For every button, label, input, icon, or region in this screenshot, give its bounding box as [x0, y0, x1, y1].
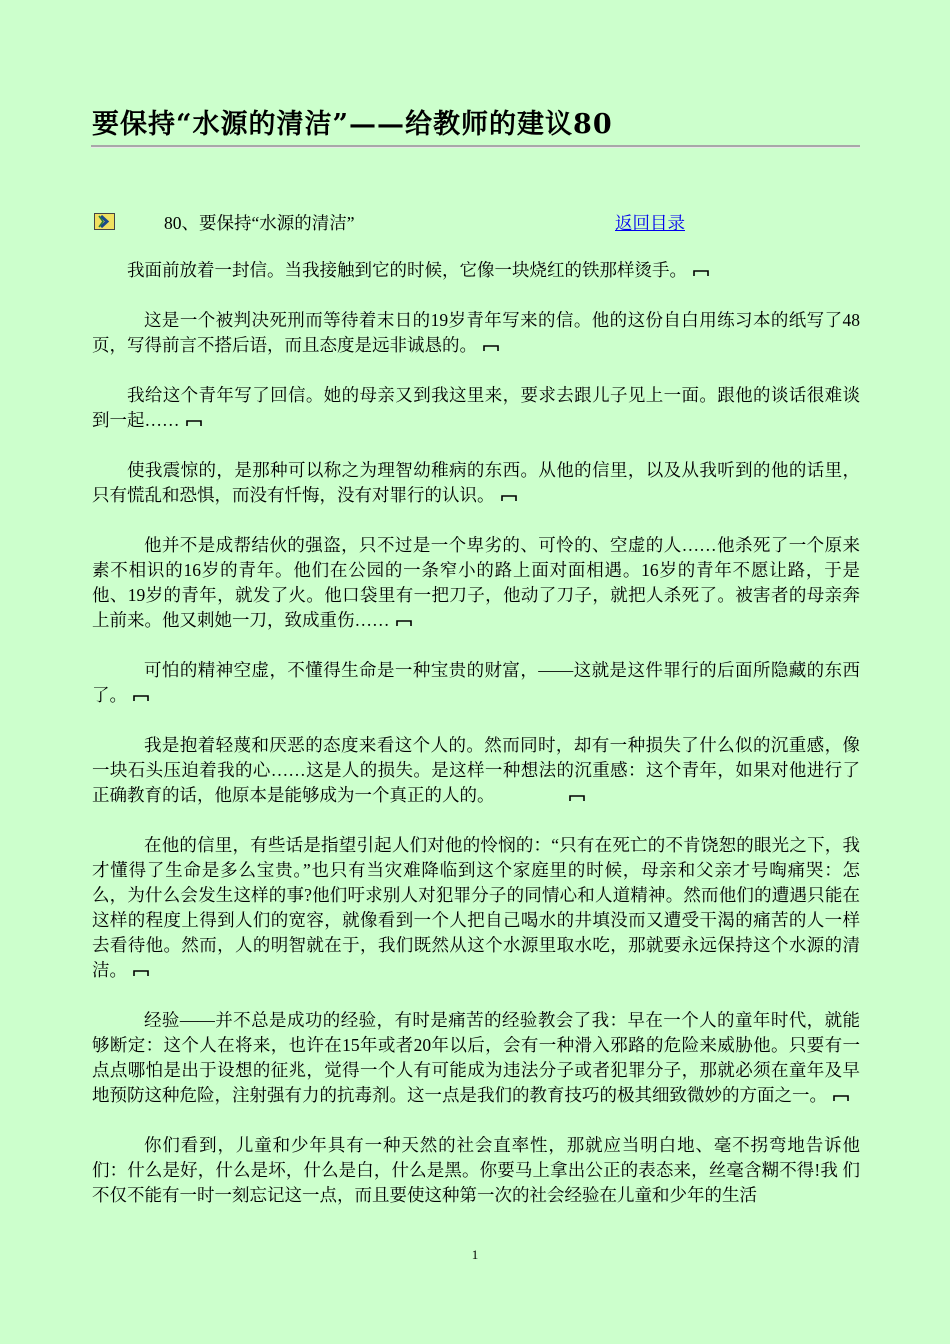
paragraph-text: 可怕的精神空虚，不懂得生命是一种宝贵的财富，——这就是这件罪行的后面所隐藏的东西了。 [92, 660, 860, 705]
back-to-contents-link[interactable]: 返回目录 [615, 213, 685, 233]
section-heading-row [92, 210, 862, 236]
paragraph [92, 533, 860, 633]
paragraph [92, 1008, 860, 1108]
paragraph-return-icon [186, 418, 202, 427]
paragraph-text: 在他的信里，有些话是指望引起人们对他的怜悯的：“只有在死亡的不肯饶恕的眼光之下，我才懂得了生命是多么宝贵。”也只有当灾难降临到这个家庭里的时候，母亲和父亲才号啕痛哭：怎么，为什么会发生这样的事?他们吁求别人对犯罪分子的同情心和人道精神。然而他们的遭遇只能在这样的程度上得到人们的宽容，就像看到一个人把自己喝水的井填没而又遭受干渴的痛苦的人一样去看待他。然而，人的明智就在于，我们既然从这个水源里取水吃，那就要永远保持这个水源的清洁。 [92, 835, 860, 980]
page-title: 要保持“水源的清洁”——给教师的建议80 [92, 109, 613, 140]
paragraph-text: 他并不是成帮结伙的强盗，只不过是一个卑劣的、可怜的、空虚的人……他杀死了一个原来素不相识的16岁的青年。他们在公园的一条窄小的路上面对面相遇。16岁的青年不愿让路，于是他、19岁的青年，就发了火。他口袋里有一把刀子，他动了刀子，就把人杀死了。被害者的母亲奔上前来。他又刺她一刀，致成重伤…… [92, 535, 860, 630]
paragraph-return-icon [501, 493, 517, 502]
page-number: 1 [471, 1247, 479, 1262]
paragraph-text: 我是抱着轻蔑和厌恶的态度来看这个人的。然而同时，却有一种损失了什么似的沉重感，像一块石头压迫着我的心……这是人的损失。是这样一种想法的沉重感：这个青年，如果对他进行了正确教育的话，他原本是能够成为一个真正的人的。 [92, 735, 860, 805]
paragraph [92, 258, 860, 283]
paragraph-text: 你们看到，儿童和少年具有一种天然的社会直率性，那就应当明白地、毫不拐弯地告诉他们：什么是好，什么是坏，什么是白，什么是黑。你要马上拿出公正的表态来，丝毫含糊不得!我 们不仅不能有一时一刻忘记这一点，而且要使这种第一次的社会经验在儿童和少年的生活 [92, 1135, 860, 1205]
paragraph-text: 使我震惊的，是那种可以称之为理智幼稚病的东西。从他的信里，以及从我听到的他的话里，只有慌乱和恐惧，而没有忏悔，没有对罪行的认识。 [92, 460, 860, 505]
paragraph-return-icon [693, 268, 709, 277]
paragraph-return-icon [133, 693, 149, 702]
paragraph [92, 458, 860, 508]
title-divider [91, 145, 860, 148]
paragraph-return-icon [133, 968, 149, 977]
document-body [92, 258, 860, 1233]
paragraph-text: 经验——并不总是成功的经验，有时是痛苦的经验教会了我：早在一个人的童年时代，就能够断定：这个人在将来，也许在15年或者20年以后，会有一种滑入邪路的危险来威胁他。只要有一点点哪怕是出于设想的征兆，觉得一个人有可能成为违法分子或者犯罪分子，那就必须在童年及早地预防这种危险，注射强有力的抗毒剂。这一点是我们的教育技巧的极其细致微妙的方面之一。 [92, 1010, 860, 1105]
paragraph-text: 这是一个被判决死刑而等待着末日的19岁青年写来的信。他的这份自白用练习本的纸写了48页，写得前言不搭后语，而且态度是远非诚恳的。 [92, 310, 860, 355]
document-arrow-icon [94, 213, 115, 230]
paragraph-return-icon [833, 1093, 849, 1102]
section-heading: 80、要保持“水源的清洁” [164, 213, 355, 233]
paragraph [92, 383, 860, 433]
paragraph [92, 1133, 860, 1208]
paragraph-return-icon [396, 618, 412, 627]
paragraph [92, 658, 860, 708]
paragraph [92, 733, 860, 808]
paragraph-return-icon [483, 343, 499, 352]
paragraph-return-icon [569, 793, 585, 802]
paragraph [92, 308, 860, 358]
paragraph [92, 833, 860, 983]
paragraph-text: 我面前放着一封信。当我接触到它的时候，它像一块烧红的铁那样烫手。 [127, 260, 687, 280]
paragraph-text: 我给这个青年写了回信。她的母亲又到我这里来，要求去跟儿子见上一面。跟他的谈话很难谈到一起…… [92, 385, 860, 430]
